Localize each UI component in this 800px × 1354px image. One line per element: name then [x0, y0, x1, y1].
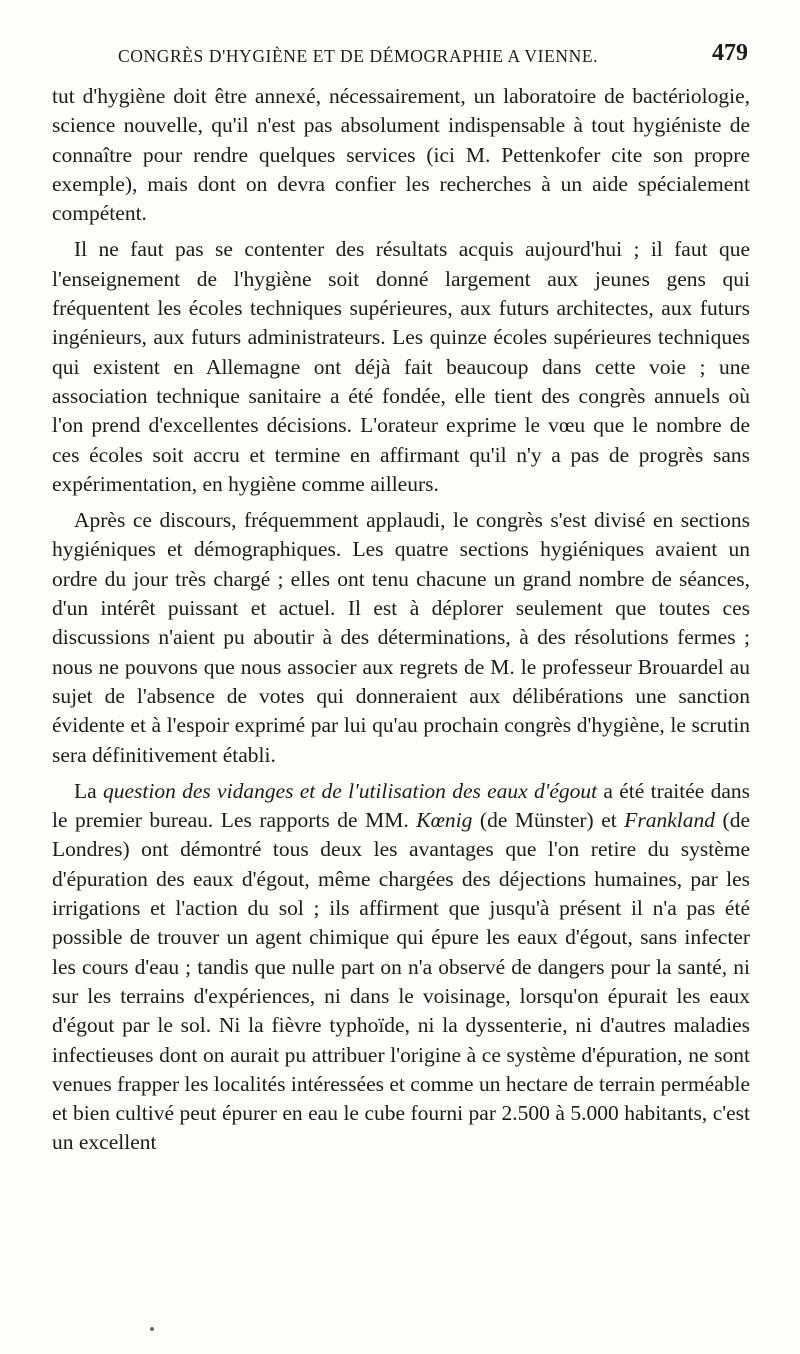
paragraph-continuation: tut d'hygiène doit être annexé, nécessairement, un laboratoire de bactériologie, science nouvelle, qu'il n'est pas absolument indispensable à tout hygiéniste de connaître pour rendre quelques services (ici M. Pettenkofer cite son propre exemple), mais dont on devra confier les recherches à un aide spécialement compétent. [52, 84, 750, 226]
paragraph-teaching-hygiene: Il ne faut pas se contenter des résultats acquis aujourd'hui ; il faut que l'enseignement de l'hygiène soit donné largement aux jeunes gens qui fréquentent les écoles techniques supérieures, aux futurs architectes, aux futurs ingénieurs, aux futurs administrateurs. Les quinze écoles supérieures techniques qui existent en Allemagne ont déjà fait beaucoup dans cette voie ; une association technique sanitaire a été fondée, elle tient des congrès annuels où l'on prend d'excellentes décisions. L'orateur exprime le vœu que le nombre de ces écoles soit accru et termine en affirmant qu'il n'y a pas de progrès sans expérimentation, en hygiène comme ailleurs. [52, 237, 750, 496]
paragraph-gap [52, 499, 750, 506]
sewage-question-italic: question des vidanges et de l'utilisation des eaux d'égout [102, 778, 598, 803]
paragraph-sewage-lead: La [74, 778, 103, 803]
ink-speck [150, 1327, 154, 1331]
paragraph-sewage-rest: (de Londres) ont démontré tous deux les avantages que l'on retire du système d'épuration des eaux d'égout, même chargées des déjections humaines, par les irrigations et l'action du sol ; ils affirment que jusqu'à présent il n'a pas été possible de trouver un agent chimique qui épure les eaux d'égout, sans infecter les cours d'eau ; tandis que nulle part on n'a observé de dangers pour la santé, ni sur les terrains d'expériences, ni dans le voisinage, lorsqu'on épurait les eaux d'égout par le sol. Ni la fièvre typhoïde, ni la dyssenterie, ni d'autres maladies infectieuses dont on aurait pu attribuer l'origine à ce système d'épuration, ne sont venues frapper les localités intéressées et comme un hectare de terrain perméable et bien cultivé peut épurer en eau le cube fourni par 2.500 à 5.000 habitants, c'est un excellent [52, 808, 751, 1155]
body-text [52, 82, 750, 1158]
running-title: CONGRÈS D'HYGIÈNE ET DE DÉMOGRAPHIE A VIENNE. [118, 46, 599, 66]
paragraph-gap [52, 770, 750, 777]
paragraph-sewage-mid-2: (de Münster) et [472, 808, 625, 833]
paragraph-gap [52, 228, 750, 235]
paragraph-sections: Après ce discours, fréquemment applaudi, le congrès s'est divisé en sections hygiéniques et démographiques. Les quatre sections hygiéniques avaient un ordre du jour très chargé ; elles ont tenu chacune un grand nombre de séances, d'un intérêt puissant et actuel. Il est à déplorer seulement que toutes ces discussions n'aient pu aboutir à des déterminations, à des résolutions fermes ; nous ne pouvons que nous associer aux regrets de M. le professeur Brouardel au sujet de l'absence de votes qui donneraient aux délibérations une sanction évidente et à l'espoir exprimé par lui qu'au prochain congrès d'hygiène, le scrutin sera définitivement établi. [52, 508, 750, 767]
running-head [118, 40, 748, 74]
paragraph-sewage [52, 777, 750, 1158]
frankland-name: Frankland [624, 808, 716, 833]
page-number: 479 [712, 40, 748, 66]
paragraph-sewage-mid-1: a été traitée dans le premier bureau. Les rapports de MM. [52, 778, 750, 833]
koenig-name: Kœnig [416, 808, 473, 833]
